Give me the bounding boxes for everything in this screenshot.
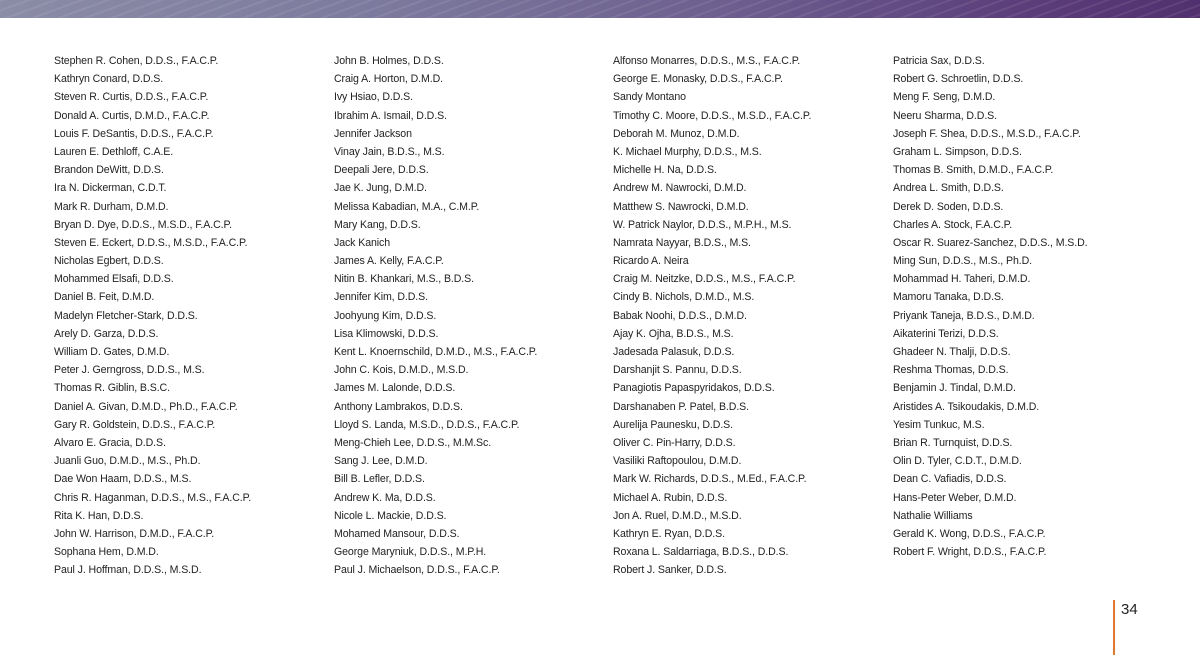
list-item: Juanli Guo, D.M.D., M.S., Ph.D.: [54, 455, 201, 468]
list-item: Paul J. Michaelson, D.D.S., F.A.C.P.: [334, 564, 500, 577]
list-item: William D. Gates, D.M.D.: [54, 346, 170, 358]
list-item: Melissa Kabadian, M.A., C.M.P.: [334, 200, 480, 213]
list-item: Kent L. Knoernschild, D.M.D., M.S., F.A.C.P.: [334, 346, 538, 358]
list-item: Jae K. Jung, D.M.D.: [334, 182, 427, 195]
list-item: Vasiliki Raftopoulou, D.M.D.: [613, 455, 742, 468]
list-item: Graham L. Simpson, D.D.S.: [893, 145, 1022, 158]
list-item: Thomas B. Smith, D.M.D., F.A.C.P.: [893, 164, 1054, 177]
list-item: Craig A. Horton, D.M.D.: [334, 73, 443, 86]
list-item: Mohamed Mansour, D.D.S.: [334, 527, 460, 540]
list-item: John B. Holmes, D.D.S.: [334, 55, 444, 67]
list-item: Alvaro E. Gracia, D.D.S.: [54, 436, 166, 449]
list-item: Bryan D. Dye, D.D.S., M.S.D., F.A.C.P.: [54, 218, 232, 231]
list-item: Lloyd S. Landa, M.S.D., D.D.S., F.A.C.P.: [334, 418, 520, 431]
list-item: Mohammed Elsafi, D.D.S.: [54, 273, 174, 286]
list-item: Sandy Montano: [613, 91, 686, 104]
list-item: Joohyung Kim, D.D.S.: [334, 309, 437, 322]
list-item: Aurelija Paunesku, D.D.S.: [613, 418, 733, 431]
list-item: Kathryn Conard, D.D.S.: [54, 73, 164, 86]
list-item: John W. Harrison, D.M.D., F.A.C.P.: [54, 527, 215, 540]
list-item: Sophana Hem, D.M.D.: [54, 546, 159, 559]
list-item: Craig M. Neitzke, D.D.S., M.S., F.A.C.P.: [613, 273, 796, 286]
list-item: Alfonso Monarres, D.D.S., M.S., F.A.C.P.: [613, 55, 801, 67]
list-item: Gerald K. Wong, D.D.S., F.A.C.P.: [893, 527, 1046, 540]
list-item: Madelyn Fletcher-Stark, D.D.S.: [54, 309, 198, 322]
list-item: Thomas R. Giblin, B.S.C.: [54, 382, 170, 395]
list-item: Daniel A. Givan, D.M.D., Ph.D., F.A.C.P.: [54, 400, 238, 413]
list-item: Darshanjit S. Pannu, D.D.S.: [613, 364, 742, 377]
list-item: George E. Monasky, D.D.S., F.A.C.P.: [613, 73, 783, 86]
list-item: James M. Lalonde, D.D.S.: [334, 382, 456, 395]
name-column-2: [334, 52, 604, 579]
name-column-1: [54, 52, 324, 579]
list-item: Jennifer Kim, D.D.S.: [334, 291, 428, 304]
list-item: Aikaterini Terizi, D.D.S.: [893, 327, 999, 340]
list-item: James A. Kelly, F.A.C.P.: [334, 255, 444, 268]
list-item: Olin D. Tyler, C.D.T., D.M.D.: [893, 455, 1022, 468]
list-item: Sang J. Lee, D.M.D.: [334, 455, 428, 468]
list-item: Vinay Jain, B.D.S., M.S.: [334, 145, 445, 158]
top-decorative-banner: [0, 0, 1200, 18]
name-column-3: [613, 52, 883, 579]
list-item: Kathryn E. Ryan, D.D.S.: [613, 527, 725, 540]
list-item: Charles A. Stock, F.A.C.P.: [893, 218, 1013, 231]
list-item: Robert F. Wright, D.D.S., F.A.C.P.: [893, 546, 1047, 559]
list-item: Arely D. Garza, D.D.S.: [54, 327, 159, 340]
list-item: Darshanaben P. Patel, B.D.S.: [613, 400, 749, 413]
list-item: Nicole L. Mackie, D.D.S.: [334, 509, 447, 522]
list-item: Mamoru Tanaka, D.D.S.: [893, 291, 1004, 304]
list-item: Namrata Nayyar, B.D.S., M.S.: [613, 236, 751, 249]
list-item: K. Michael Murphy, D.D.S., M.S.: [613, 145, 762, 158]
list-item: Ming Sun, D.D.S., M.S., Ph.D.: [893, 255, 1032, 268]
list-item: Andrew K. Ma, D.D.S.: [334, 491, 436, 504]
list-item: Paul J. Hoffman, D.D.S., M.S.D.: [54, 564, 202, 577]
list-item: Chris R. Haganman, D.D.S., M.S., F.A.C.P.: [54, 491, 252, 504]
list-item: Brian R. Turnquist, D.D.S.: [893, 436, 1013, 449]
list-item: Ivy Hsiao, D.D.S.: [334, 91, 413, 104]
list-item: Nitin B. Khankari, M.S., B.D.S.: [334, 273, 474, 286]
name-column-4: [893, 52, 1163, 561]
list-item: Yesim Tunkuc, M.S.: [893, 418, 985, 431]
list-item: Joseph F. Shea, D.D.S., M.S.D., F.A.C.P.: [893, 127, 1081, 140]
list-item: Robert J. Sanker, D.D.S.: [613, 564, 727, 577]
list-item: Oliver C. Pin-Harry, D.D.S.: [613, 436, 736, 449]
list-item: Ghadeer N. Thalji, D.D.S.: [893, 346, 1011, 358]
list-item: Deborah M. Munoz, D.M.D.: [613, 127, 740, 140]
list-item: Ricardo A. Neira: [613, 255, 689, 268]
list-item: Steven R. Curtis, D.D.S., F.A.C.P.: [54, 91, 209, 104]
list-item: Deepali Jere, D.D.S.: [334, 164, 429, 177]
list-item: Jennifer Jackson: [334, 127, 412, 140]
list-item: George Maryniuk, D.D.S., M.P.H.: [334, 546, 487, 559]
list-item: Peter J. Gerngross, D.D.S., M.S.: [54, 364, 205, 377]
list-item: Oscar R. Suarez-Sanchez, D.D.S., M.S.D.: [893, 236, 1088, 249]
list-item: Dean C. Vafiadis, D.D.S.: [893, 473, 1007, 486]
list-item: Hans-Peter Weber, D.M.D.: [893, 491, 1017, 504]
list-item: Lisa Klimowski, D.D.S.: [334, 327, 439, 340]
list-item: W. Patrick Naylor, D.D.S., M.P.H., M.S.: [613, 218, 792, 231]
list-item: Patricia Sax, D.D.S.: [893, 55, 985, 67]
list-item: Panagiotis Papaspyridakos, D.D.S.: [613, 382, 775, 395]
list-item: Derek D. Soden, D.D.S.: [893, 200, 1004, 213]
list-item: Lauren E. Dethloff, C.A.E.: [54, 145, 174, 158]
list-item: Brandon DeWitt, D.D.S.: [54, 164, 164, 177]
list-item: Neeru Sharma, D.D.S.: [893, 109, 997, 122]
list-item: John C. Kois, D.M.D., M.S.D.: [334, 364, 469, 377]
page-number: 34: [1121, 601, 1138, 618]
list-item: Roxana L. Saldarriaga, B.D.S., D.D.S.: [613, 546, 789, 559]
list-item: Louis F. DeSantis, D.D.S., F.A.C.P.: [54, 127, 214, 140]
list-item: Andrea L. Smith, D.D.S.: [893, 182, 1004, 195]
list-item: Babak Noohi, D.D.S., D.M.D.: [613, 309, 747, 322]
list-item: Michael A. Rubin, D.D.S.: [613, 491, 728, 504]
list-item: Donald A. Curtis, D.M.D., F.A.C.P.: [54, 109, 210, 122]
list-item: Mary Kang, D.D.S.: [334, 218, 421, 231]
page-number-rule: [1113, 600, 1115, 655]
list-item: Timothy C. Moore, D.D.S., M.S.D., F.A.C.P.: [613, 109, 812, 122]
list-item: Ira N. Dickerman, C.D.T.: [54, 182, 167, 195]
list-item: Ibrahim A. Ismail, D.D.S.: [334, 109, 447, 122]
list-item: Matthew S. Nawrocki, D.M.D.: [613, 200, 749, 213]
list-item: Mark R. Durham, D.M.D.: [54, 200, 169, 213]
list-item: Jadesada Palasuk, D.D.S.: [613, 346, 735, 358]
list-item: Stephen R. Cohen, D.D.S., F.A.C.P.: [54, 55, 219, 67]
list-item: Michelle H. Na, D.D.S.: [613, 164, 717, 177]
list-item: Nicholas Egbert, D.D.S.: [54, 255, 164, 268]
list-item: Dae Won Haam, D.D.S., M.S.: [54, 473, 192, 486]
list-item: Cindy B. Nichols, D.M.D., M.S.: [613, 291, 755, 304]
list-item: Meng-Chieh Lee, D.D.S., M.M.Sc.: [334, 436, 492, 449]
list-item: Aristides A. Tsikoudakis, D.M.D.: [893, 400, 1040, 413]
list-item: Benjamin J. Tindal, D.M.D.: [893, 382, 1016, 395]
list-item: Robert G. Schroetlin, D.D.S.: [893, 73, 1024, 86]
list-item: Mark W. Richards, D.D.S., M.Ed., F.A.C.P.: [613, 473, 807, 486]
list-item: Gary R. Goldstein, D.D.S., F.A.C.P.: [54, 418, 216, 431]
list-item: Bill B. Lefler, D.D.S.: [334, 473, 425, 486]
list-item: Rita K. Han, D.D.S.: [54, 509, 144, 522]
list-item: Nathalie Williams: [893, 509, 973, 522]
list-item: Jon A. Ruel, D.M.D., M.S.D.: [613, 509, 742, 522]
list-item: Ajay K. Ojha, B.D.S., M.S.: [613, 327, 734, 340]
list-item: Steven E. Eckert, D.D.S., M.S.D., F.A.C.P.: [54, 236, 248, 249]
list-item: Daniel B. Feit, D.M.D.: [54, 291, 155, 304]
list-item: Reshma Thomas, D.D.S.: [893, 364, 1009, 377]
list-item: Priyank Taneja, B.D.S., D.M.D.: [893, 309, 1035, 322]
list-item: Meng F. Seng, D.M.D.: [893, 91, 996, 104]
list-item: Andrew M. Nawrocki, D.M.D.: [613, 182, 747, 195]
list-item: Jack Kanich: [334, 236, 391, 249]
list-item: Mohammad H. Taheri, D.M.D.: [893, 273, 1031, 286]
list-item: Anthony Lambrakos, D.D.S.: [334, 400, 463, 413]
